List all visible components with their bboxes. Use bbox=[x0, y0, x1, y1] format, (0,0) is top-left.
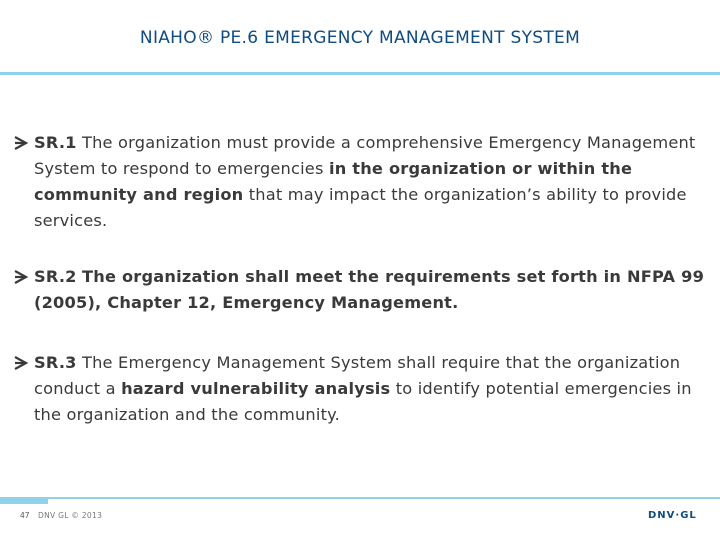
page-number: 47 bbox=[20, 511, 30, 520]
bullet-sr1 bbox=[12, 130, 712, 234]
requirement-code: SR.1 bbox=[34, 133, 77, 152]
requirement-text: The Emergency Management System shall require that the organization conduct a bbox=[34, 353, 681, 398]
title-divider bbox=[0, 72, 720, 75]
requirement-text-end: to identify potential emergencies in the organization and the community. bbox=[34, 379, 692, 424]
bullet-sr2 bbox=[12, 264, 712, 316]
requirement-code: SR.2 bbox=[34, 267, 77, 286]
arrow-bullet-icon bbox=[12, 264, 32, 290]
requirement-emphasis: in the organization or within the community and region bbox=[34, 159, 633, 204]
arrow-bullet-icon bbox=[12, 130, 32, 156]
requirement-text-end: that may impact the organization’s ability to provide services. bbox=[34, 185, 687, 230]
footer-divider bbox=[0, 497, 720, 499]
requirement-code: SR.3 bbox=[34, 353, 77, 372]
requirement-emphasis: hazard vulnerability analysis bbox=[121, 379, 391, 398]
slide-title: NIAHO® PE.6 EMERGENCY MANAGEMENT SYSTEM bbox=[139, 28, 581, 48]
arrow-bullet-icon bbox=[12, 350, 32, 376]
requirement-emphasis: The organization shall meet the requirements set forth in NFPA 99 (2005), Chapter 12, Emergency Management. bbox=[34, 267, 705, 312]
copyright: DNV GL © 2013 bbox=[38, 511, 103, 520]
bullet-sr3 bbox=[12, 350, 712, 428]
footer-accent bbox=[0, 499, 48, 504]
requirement-text: The organization must provide a comprehensive Emergency Management System to respond to emergencies bbox=[34, 133, 696, 178]
dnv-gl-logo: DNV·GL bbox=[648, 510, 697, 521]
